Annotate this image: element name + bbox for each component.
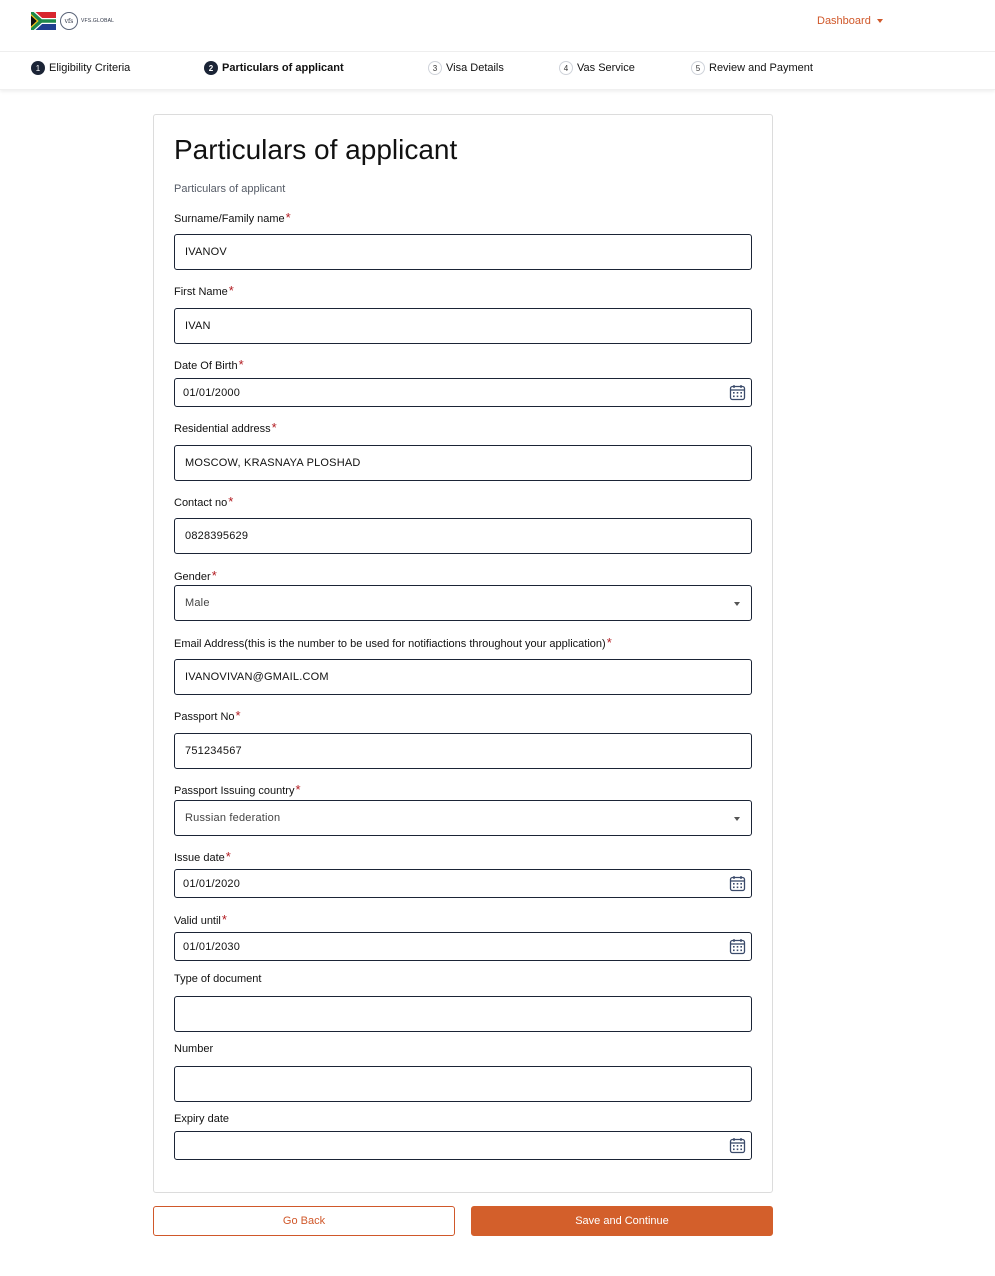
required-marker: * (228, 494, 234, 509)
required-marker: * (295, 782, 301, 797)
email-input[interactable] (174, 659, 752, 695)
step-number: 3 (428, 61, 442, 75)
required-marker: * (235, 708, 241, 723)
issue-date-input[interactable] (174, 869, 752, 898)
step-label: Particulars of applicant (222, 62, 344, 74)
step-number: 5 (691, 61, 705, 75)
passport-no-label: Passport No* (174, 708, 241, 723)
step-eligibility-criteria[interactable] (31, 61, 130, 75)
required-marker: * (271, 420, 277, 435)
gender-select[interactable] (174, 585, 752, 621)
dob-label: Date Of Birth* (174, 357, 244, 372)
dashboard-label: Dashboard (817, 15, 871, 27)
doc-type-input[interactable] (174, 996, 752, 1032)
vfs-emblem-icon: vfs (60, 12, 78, 30)
page-subtitle: Particulars of applicant (174, 183, 286, 195)
top-header (0, 0, 995, 52)
brand-text: VFS.GLOBAL (81, 18, 115, 24)
email-value: IVANOVIVAN@GMAIL.COM (185, 671, 329, 683)
step-visa-details[interactable] (428, 61, 504, 75)
required-marker: * (211, 568, 217, 583)
brand-logo[interactable] (31, 12, 114, 30)
step-review-and-payment[interactable] (691, 61, 813, 75)
address-input[interactable] (174, 445, 752, 481)
chevron-down-icon (877, 19, 883, 23)
gender-value: Male (185, 597, 210, 609)
required-marker: * (221, 912, 227, 927)
save-and-continue-button[interactable]: Save and Continue (471, 1206, 773, 1236)
step-vas-service[interactable] (559, 61, 635, 75)
step-label: Eligibility Criteria (49, 62, 131, 74)
expiry-date-input[interactable] (174, 1131, 752, 1160)
step-label: Vas Service (577, 62, 635, 74)
step-number: 2 (204, 61, 218, 75)
valid-until-input[interactable] (174, 932, 752, 961)
first-name-input[interactable] (174, 308, 752, 344)
address-value: MOSCOW, KRASNAYA PLOSHAD (185, 457, 361, 469)
dob-input[interactable] (174, 378, 752, 407)
south-africa-flag-icon (31, 12, 56, 30)
step-particulars-of-applicant[interactable] (204, 61, 344, 75)
step-label: Review and Payment (709, 62, 813, 74)
calendar-icon[interactable] (729, 1137, 746, 1154)
dashboard-menu[interactable] (817, 15, 883, 27)
passport-no-input[interactable] (174, 733, 752, 769)
first-name-value: IVAN (185, 320, 211, 332)
step-label: Visa Details (446, 62, 504, 74)
required-marker: * (225, 849, 231, 864)
surname-label: Surname/Family name* (174, 210, 291, 225)
surname-value: IVANOV (185, 246, 227, 258)
passport-country-select[interactable] (174, 800, 752, 836)
surname-input[interactable] (174, 234, 752, 270)
passport-country-value: Russian federation (185, 812, 281, 824)
address-label: Residential address* (174, 420, 277, 435)
passport-country-label: Passport Issuing country* (174, 782, 301, 797)
valid-until-value: 01/01/2030 (183, 940, 241, 953)
progress-stepper (0, 52, 995, 90)
valid-until-label: Valid until* (174, 912, 227, 927)
required-marker: * (238, 357, 244, 372)
first-name-label: First Name* (174, 283, 234, 298)
calendar-icon[interactable] (729, 384, 746, 401)
number-input[interactable] (174, 1066, 752, 1102)
contact-input[interactable] (174, 518, 752, 554)
gender-label: Gender* (174, 568, 217, 583)
issue-date-value: 01/01/2020 (183, 877, 241, 890)
expiry-date-label: Expiry date (174, 1113, 230, 1125)
go-back-button[interactable]: Go Back (153, 1206, 455, 1236)
calendar-icon[interactable] (729, 875, 746, 892)
step-number: 1 (31, 61, 45, 75)
calendar-icon[interactable] (729, 938, 746, 955)
dob-value: 01/01/2000 (183, 386, 241, 399)
chevron-down-icon (734, 817, 740, 821)
number-label: Number (174, 1043, 214, 1055)
issue-date-label: Issue date* (174, 849, 231, 864)
contact-label: Contact no* (174, 494, 234, 509)
contact-value: 0828395629 (185, 530, 249, 542)
page-title: Particulars of applicant (174, 134, 458, 165)
required-marker: * (228, 283, 234, 298)
required-marker: * (285, 210, 291, 225)
email-label: Email Address(this is the number to be used for notifiactions throughout your application)* (174, 635, 612, 650)
step-number: 4 (559, 61, 573, 75)
doc-type-label: Type of document (174, 973, 262, 985)
passport-no-value: 751234567 (185, 745, 242, 757)
chevron-down-icon (734, 602, 740, 606)
required-marker: * (606, 635, 612, 650)
